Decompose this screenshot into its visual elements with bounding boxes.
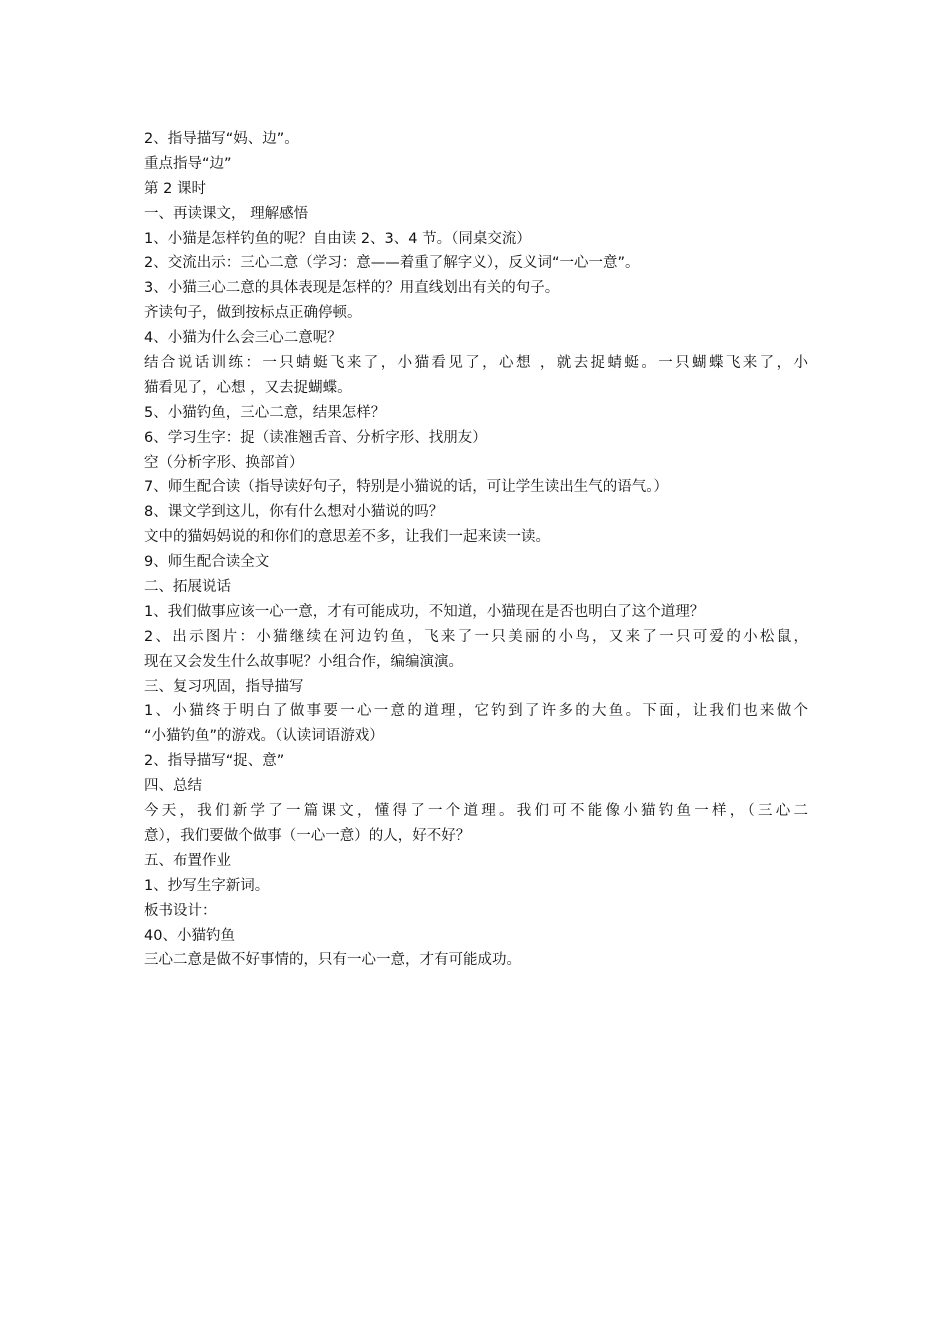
text-line: 板书设计： <box>144 902 217 919</box>
text-line: 4、小猫为什么会三心二意呢？ <box>144 330 342 347</box>
text-line: 2、出示图片：小猫继续在河边钓鱼，飞来了一只美丽的小鸟，又来了一只可爱的小松鼠， <box>144 628 808 645</box>
text-line: “小猫钓鱼”的游戏。（认读词语游戏） <box>144 728 384 745</box>
text-line: 2、指导描写“捉、意” <box>144 753 285 770</box>
section-heading: 二、拓展说话 <box>144 579 231 596</box>
text-line: 今天，我们新学了一篇课文，懂得了一个道理。我们可不能像小猫钓鱼一样，（三心二 <box>144 803 808 820</box>
text-line: 5、小猫钓鱼，三心二意，结果怎样？ <box>144 404 386 421</box>
text-line: 空（分析字形、换部首） <box>144 454 304 471</box>
text-line: 1、抄写生字新词。 <box>144 877 270 894</box>
text-line: 2、交流出示：三心二意（学习：意——着重了解字义），反义词“一心一意”。 <box>144 255 640 272</box>
text-line: 现在又会发生什么故事呢？小组合作，编编演演。 <box>144 653 463 670</box>
section-heading: 四、总结 <box>144 778 202 795</box>
text-line: 9、师生配合读全文 <box>144 554 270 571</box>
text-line: 文中的猫妈妈说的和你们的意思差不多，让我们一起来读一读。 <box>144 529 550 546</box>
text-line: 结合说话训练：一只蜻蜓飞来了，小猫看见了，心想 ，就去捉蜻蜓。一只蝴蝶飞来了，小 <box>144 355 808 372</box>
text-line: 意），我们要做个做事（一心一意）的人，好不好？ <box>144 827 471 844</box>
text-line: 7、师生配合读（指导读好句子，特别是小猫说的话，可让学生读出生气的语气。） <box>144 479 668 496</box>
text-line: 40、小猫钓鱼 <box>144 927 235 944</box>
text-line: 3、小猫三心二意的具体表现是怎样的？用直线划出有关的句子。 <box>144 280 560 297</box>
section-heading: 第 2 课时 <box>144 180 206 197</box>
text-line: 三心二意是做不好事情的，只有一心一意，才有可能成功。 <box>144 952 521 969</box>
text-line: 1、我们做事应该一心一意，才有可能成功，不知道，小猫现在是否也明白了这个道理？ <box>144 603 705 620</box>
section-heading: 一、再读课文， 理解感悟 <box>144 205 309 222</box>
section-heading: 五、布置作业 <box>144 852 231 869</box>
text-line: 8、课文学到这儿，你有什么想对小猫说的吗？ <box>144 504 444 521</box>
text-line: 1、小猫是怎样钓鱼的呢？自由读 2、3、4 节。（同桌交流） <box>144 230 531 247</box>
section-heading: 三、复习巩固，指导描写 <box>144 678 304 695</box>
text-line: 齐读句子，做到按标点正确停顿。 <box>144 305 362 322</box>
text-line: 猫看见了，心想 ，又去捉蝴蝶。 <box>144 379 352 396</box>
text-line: 重点指导“边” <box>144 155 232 172</box>
text-line: 6、学习生字：捉（读准翘舌音、分析字形、找朋友） <box>144 429 487 446</box>
text-line: 2、指导描写“妈、边”。 <box>144 131 299 147</box>
text-line: 1、小猫终于明白了做事要一心一意的道理，它钓到了许多的大鱼。下面，让我们也来做个 <box>144 703 808 720</box>
document-page <box>144 127 808 973</box>
